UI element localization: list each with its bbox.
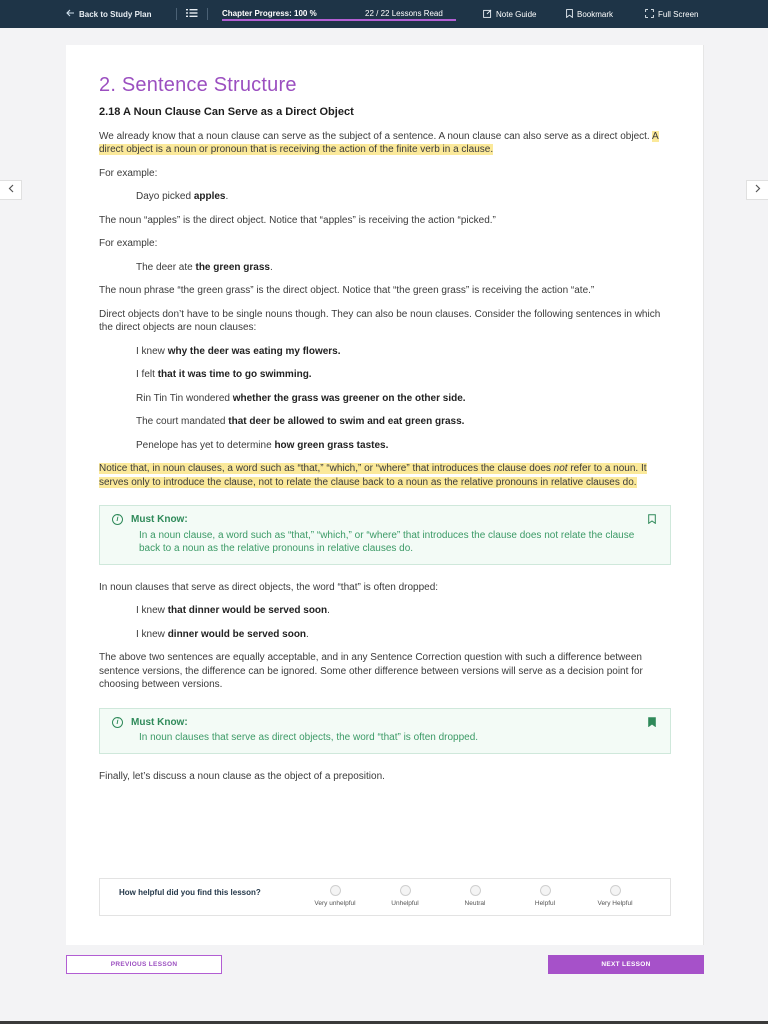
back-label: Back to Study Plan — [79, 9, 152, 19]
example-emphasis: that it was time to go swimming. — [157, 369, 312, 380]
paragraph: The noun phrase “the green grass” is the direct object. Notice that “the green grass” is receiving the action “ate.” — [99, 285, 595, 296]
example-emphasis: whether the grass was greener on the other side. — [232, 392, 466, 404]
next-lesson-button[interactable]: NEXT LESSON — [548, 955, 704, 974]
paragraph: For example: — [99, 238, 158, 249]
previous-lesson-button[interactable]: PREVIOUS LESSON — [66, 955, 222, 974]
must-know-text: In a noun clause, a word such as “that,” “which,” or “where” that introduces the clause does not relate the clause back to a noun as the relative pronouns in relative clauses do. — [139, 529, 635, 554]
must-know-callout — [99, 505, 671, 565]
bookmark-filled-icon[interactable] — [648, 717, 656, 727]
paragraph: The above two sentences are equally acceptable, and in any Sentence Correction question with such a difference between sentence versions, the difference can be ignored. Some other difference between versions will serve as a decision point for choosing between versions. — [99, 652, 643, 690]
feedback-option-label: Very Helpful — [597, 900, 633, 907]
example-sentence — [99, 392, 671, 406]
rating-circle-icon — [470, 885, 481, 896]
feedback-question: How helpful did you find this lesson? — [119, 888, 261, 897]
must-know-callout — [99, 708, 671, 754]
must-know-label: Must Know: — [131, 514, 188, 525]
chapter-progress-label: Chapter Progress: 100 % — [222, 9, 317, 18]
example-emphasis: how green grass tastes. — [274, 439, 389, 451]
paragraph: Finally, let’s discuss a noun clause as the object of a preposition. — [99, 770, 385, 782]
example-sentence — [99, 190, 671, 204]
must-know-text: In noun clauses that serve as direct objects, the word “that” is often dropped. — [139, 732, 479, 743]
feedback-option-label: Very unhelpful — [314, 900, 356, 907]
divider — [176, 8, 177, 20]
example-text: I felt — [136, 369, 158, 380]
example-text: . — [269, 261, 273, 273]
full-screen-label: Full Screen — [658, 10, 699, 19]
lesson-content — [99, 73, 671, 793]
bookmark-button[interactable] — [566, 9, 613, 20]
italic-text: not — [553, 463, 568, 474]
paragraph — [99, 462, 671, 489]
highlighted-text — [99, 463, 647, 488]
feedback-option-label: Helpful — [534, 900, 556, 907]
info-icon: i — [112, 717, 123, 728]
example-text: The deer ate — [136, 261, 196, 273]
paragraph-text: We already know that a noun clause can serve as the subject of a sentence. A noun clause can also serve as a direct object. — [99, 130, 652, 142]
must-know-label: Must Know: — [131, 716, 188, 728]
example-text: . — [306, 628, 309, 640]
paragraph-text: Notice that, in noun clauses, a word such as “that,” “which,” or “where” that introduces the clause does — [99, 463, 554, 474]
table-of-contents-button[interactable] — [186, 8, 198, 20]
top-bar — [0, 0, 768, 28]
feedback-option-helpful[interactable] — [510, 885, 580, 907]
feedback-option-very-helpful[interactable] — [580, 885, 650, 907]
feedback-option-label: Neutral — [464, 900, 486, 907]
example-emphasis: the green grass — [195, 261, 270, 273]
lesson-card — [66, 45, 704, 945]
expand-icon — [645, 9, 654, 20]
divider — [207, 8, 208, 20]
list-icon — [186, 8, 198, 20]
paragraph: In noun clauses that serve as direct objects, the word “that” is often dropped: — [99, 581, 439, 593]
note-guide-label: Note Guide — [496, 10, 537, 19]
chapter-progress-bar — [222, 19, 456, 21]
example-text: I knew — [136, 628, 168, 640]
chevron-left-icon — [8, 184, 14, 196]
example-sentence — [99, 368, 671, 382]
back-to-study-plan-link[interactable] — [66, 9, 151, 19]
note-icon — [483, 9, 492, 20]
example-text: . — [225, 191, 229, 202]
example-text: I knew — [136, 605, 168, 616]
highlighted-text: A direct object is a noun or pronoun that is receiving the action of the finite verb in a clause. — [99, 130, 659, 155]
chevron-right-icon — [755, 184, 761, 196]
feedback-panel — [99, 878, 671, 916]
arrow-left-icon — [66, 9, 75, 19]
example-emphasis: apples — [193, 191, 226, 202]
example-sentence — [99, 628, 671, 642]
paragraph: For example: — [99, 167, 158, 179]
lesson-title: 2.18 A Noun Clause Can Serve as a Direct Object — [99, 106, 354, 118]
rating-circle-icon — [610, 885, 621, 896]
feedback-option-neutral[interactable] — [440, 885, 510, 907]
example-emphasis: why the deer was eating my flowers. — [167, 345, 341, 357]
paragraph-text: refer to a noun. It serves only to introduce the clause, not to relate the clause back to a noun as the relative pronouns in relative clauses do. — [99, 463, 647, 488]
paragraph: The noun “apples” is the direct object. Notice that “apples” is receiving the action “picked.” — [99, 214, 496, 226]
bookmark-icon — [566, 9, 573, 20]
example-sentence — [99, 345, 671, 359]
example-text: Penelope has yet to determine — [136, 439, 275, 451]
example-emphasis: that dinner would be served soon — [167, 605, 328, 616]
must-know-header — [112, 716, 658, 730]
chapter-title: 2. Sentence Structure — [99, 74, 297, 96]
example-emphasis: that deer be allowed to swim and eat green grass. — [228, 416, 465, 427]
paragraph: Direct objects don’t have to be single nouns though. They can also be noun clauses. Consider the following sentences in which the direct objects are noun clauses: — [99, 308, 661, 333]
must-know-header — [112, 513, 658, 527]
full-screen-button[interactable] — [645, 9, 698, 20]
rating-circle-icon — [400, 885, 411, 896]
example-sentence — [99, 415, 671, 429]
example-text: I knew — [136, 345, 168, 357]
example-sentence — [99, 439, 671, 453]
example-sentence — [99, 261, 671, 275]
feedback-option-unhelpful[interactable] — [370, 885, 440, 907]
bookmark-icon[interactable] — [648, 514, 656, 524]
bookmark-label: Bookmark — [577, 10, 614, 19]
rating-circle-icon — [330, 885, 341, 896]
example-text: . — [327, 605, 330, 616]
info-icon: i — [112, 514, 123, 525]
example-emphasis: dinner would be served soon — [167, 628, 307, 640]
paragraph — [99, 130, 671, 157]
rating-circle-icon — [540, 885, 551, 896]
example-text: Dayo picked — [136, 191, 194, 202]
next-page-arrow[interactable] — [746, 180, 768, 200]
note-guide-button[interactable] — [483, 9, 536, 20]
previous-page-arrow[interactable] — [0, 180, 22, 200]
feedback-option-label: Unhelpful — [391, 900, 419, 907]
feedback-option-very-unhelpful[interactable] — [300, 885, 370, 907]
example-text: Rin Tin Tin wondered — [136, 392, 233, 404]
lessons-read-count: 22 / 22 Lessons Read — [365, 9, 443, 18]
example-text: The court mandated — [136, 416, 229, 427]
chapter-progress-fill — [222, 19, 456, 21]
example-sentence — [99, 604, 671, 618]
